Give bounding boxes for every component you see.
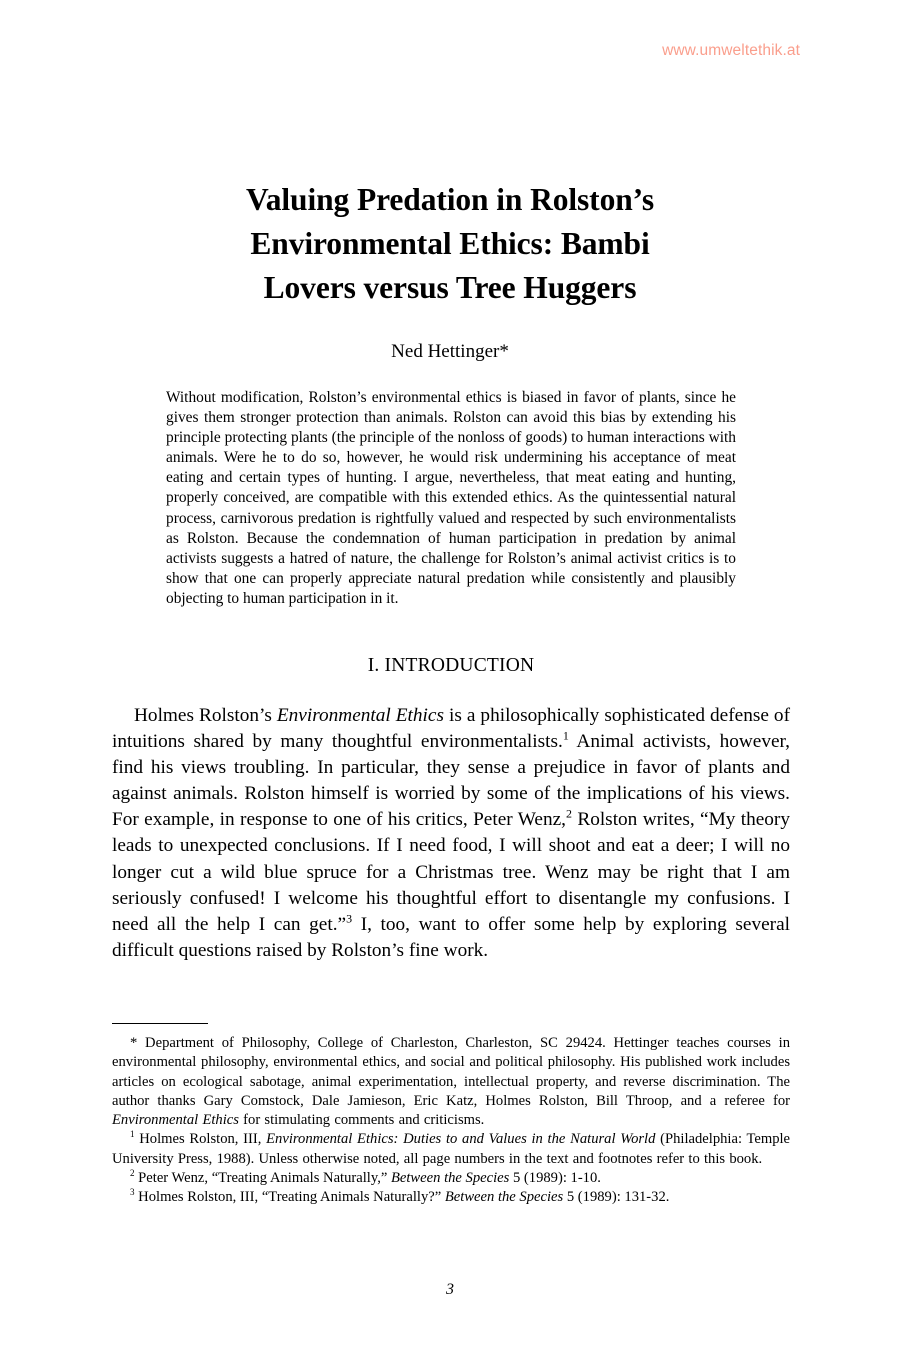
body-text-part-2: is a philosophically sophisticated defense of intuitions shared by many thoughtful environmentalists. xyxy=(112,705,790,753)
footnote-ref-2[interactable]: 2 xyxy=(565,806,572,821)
footnote-star-text-a: Department of Philosophy, College of Charleston, Charleston, SC 29424. Hettinger teaches courses in environmental philosophy, environmental ethics, and social and political philosophy. His published work includes articles on ecological sabotage, animal experimentation, intellectual property, and reverse discrimination. The author thanks Gary Comstock, Dale Jamieson, Eric Katz, Holmes Rolston, Bill Throop, and a referee for xyxy=(112,1035,790,1109)
author-name: Ned Hettinger* xyxy=(391,341,509,362)
footnote-3-text-a: Holmes Rolston, III, “Treating Animals Naturally?” xyxy=(134,1189,445,1206)
footnote-2-marker: 2 xyxy=(130,1168,135,1179)
footnote-2-text-b: 5 (1989): 1-10. xyxy=(509,1170,601,1187)
footnote-star-marker: * xyxy=(130,1035,138,1051)
abstract-text: Without modification, Rolston’s environmental ethics is biased in favor of plants, since he gives them stronger protection than animals. Rolston can avoid this bias by extending his principle protecting plants (the principle of the nonloss of goods) to human interactions with animals. Were he to do so, however, he would risk undermining his acceptance of meat eating and certain types of hunting. I argue, nevertheless, that meat eating and hunting, properly conceived, are compatible with this extended ethics. As the quintessential natural process, carnivorous predation is rightfully valued and respected by such environmentalists as Rolston. Because the condemnation of human participation in predation by animal activists suggests a hatred of nature, the challenge for Rolston’s animal activist critics is to show that one can properly appreciate natural predation while consistently and plausibly objecting to human participation in it. xyxy=(166,389,736,607)
body-paragraph-1 xyxy=(112,703,790,964)
footnote-list xyxy=(112,1034,790,1208)
section-heading-introduction: I. INTRODUCTION xyxy=(367,655,535,676)
footnote-2-italic: Between the Species xyxy=(390,1170,510,1187)
footnote-separator-rule xyxy=(112,1023,208,1024)
site-watermark: www.umweltethik.at xyxy=(662,42,800,59)
footnote-3-text-b: 5 (1989): 131-32. xyxy=(563,1189,670,1206)
footnote-1-text-a: Holmes Rolston, III, xyxy=(134,1131,267,1148)
footnote-2-text-a: Peter Wenz, “Treating Animals Naturally,” xyxy=(134,1170,391,1187)
footnote-1-text-b: (Philadelphia: Temple University Press, 1988). Unless otherwise noted, all page numbers in the text and footnotes refer to this book. xyxy=(112,1131,791,1167)
page-number: 3 xyxy=(446,1281,454,1298)
footnote-3-italic: Between the Species xyxy=(444,1189,564,1206)
body-text-part-4: Rolston writes, “My theory leads to unexpected conclusions. If I need food, I will shoot and eat a deer; I will no longer cut a wild blue spruce for a Christmas tree. Wenz may be right that I am seriously confused! I welcome his thoughtful effort to disentangle my confusions. I need all the help I can get.” xyxy=(112,809,790,935)
footnote-2 xyxy=(112,1169,790,1188)
footnote-star-text-b: for stimulating comments and criticisms. xyxy=(238,1112,485,1129)
footnote-star-italic: Environmental Ethics xyxy=(112,1112,239,1129)
footnote-1-italic: Environmental Ethics: Duties to and Values in the Natural World xyxy=(266,1131,656,1148)
footnote-ref-3[interactable]: 3 xyxy=(346,911,353,926)
footnote-1-marker: 1 xyxy=(130,1129,135,1140)
footnote-1 xyxy=(112,1130,790,1169)
title-line-3: Lovers versus Tree Huggers xyxy=(263,270,637,305)
title-line-2: Environmental Ethics: Bambi xyxy=(250,226,650,261)
body-text-part-1: Holmes Rolston’s xyxy=(134,705,277,726)
footnote-3-marker: 3 xyxy=(130,1187,135,1198)
footnote-star xyxy=(112,1034,790,1130)
body-text-part-3: Animal activists, however, find his views troubling. In particular, they sense a prejudice in favor of plants and against animals. Rolston himself is worried by some of the implications of his views. For example, in response to one of his critics, Peter Wenz, xyxy=(112,731,790,831)
footnote-ref-1[interactable]: 1 xyxy=(562,728,569,743)
title-line-1: Valuing Predation in Rolston’s xyxy=(245,182,655,217)
footnote-3 xyxy=(112,1188,790,1207)
body-italic-title-1: Environmental Ethics xyxy=(276,705,444,726)
body-text-part-5: I, too, want to offer some help by exploring several difficult questions raised by Rolston’s fine work. xyxy=(112,913,790,961)
page-title xyxy=(160,178,740,310)
